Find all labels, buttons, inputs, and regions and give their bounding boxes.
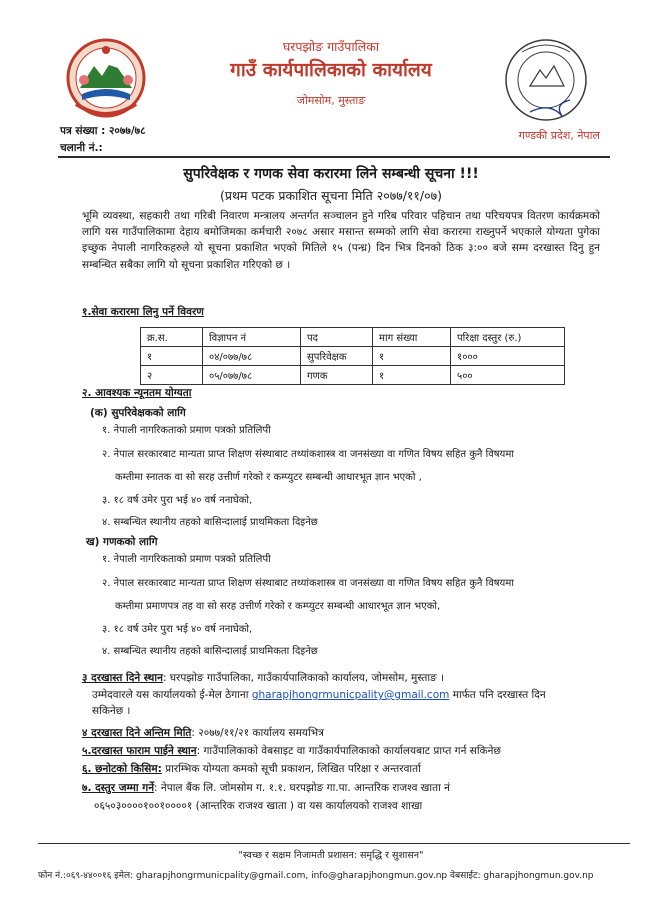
- header-divider: [58, 156, 610, 158]
- notice-title: सुपरिवेक्षक र गणक सेवा करारमा लिने सम्बन्धी सूचना !!!: [183, 166, 479, 182]
- list-item: ३. १८ वर्ष उमेर पुरा भई ४० वर्ष ननाघेको,: [102, 624, 253, 635]
- office-title: गाउँ कार्यपालिकाको कार्यालय: [230, 59, 432, 81]
- column-header: परिक्षा दस्तुर (रु.): [451, 328, 565, 347]
- office-location: जोमसोम, मुस्ताङ: [296, 94, 366, 107]
- table-header-row: [141, 328, 565, 347]
- table-cell: १: [373, 347, 451, 366]
- footer-divider: [38, 843, 630, 844]
- office-name: घरपझोङ गाउँपालिका: [282, 39, 380, 54]
- list-item: ४. सम्बन्धित स्थानीय तहको बासिन्दालाई प्राथमिकता दिइनेछ: [102, 646, 318, 657]
- section-5-line: [82, 744, 501, 758]
- table-cell: १: [141, 347, 203, 366]
- notice-subtitle: (प्रथम पटक प्रकाशित सूचना मिति २०७७/११/०७): [219, 188, 443, 203]
- section-3-line: [82, 671, 444, 685]
- footer-contact: फोन नं.:०६९-४४००१६ इमेल: gharapjhongrmunicpality@gmail.com, info@gharapjhongmun.gov.np वेबसाईट: gharapjhongmun.gov.np: [38, 871, 594, 881]
- column-header: विज्ञापन नं: [203, 328, 301, 347]
- list-item: ३. १८ वर्ष उमेर पुरा भई ४० वर्ष ननाघेको,: [102, 495, 253, 506]
- section-3-label: ३ दरखास्त दिने स्थान: [82, 672, 163, 684]
- section-6-label: ६. छनोटको किसिम:: [82, 763, 162, 775]
- column-header: पद: [301, 328, 373, 347]
- section-3-email-prefix: उम्मेदवारले यस कार्यालयको ई-मेल ठेगाना: [92, 689, 249, 701]
- list-item: कम्तीमा प्रमाणपत्र तह वा सो सरह उत्तीर्ण गरेको र कम्प्युटर सम्बन्धी आधारभूत ज्ञान भएको,: [115, 601, 441, 612]
- list-item: १. नेपाली नागरिकताको प्रमाण पत्रको प्रतिलिपी: [102, 554, 271, 565]
- section-7-value: : नेपाल बैंक लि. जोमसोम ग. १.१. घरपझोङ गा.पा. आन्तरिक राजश्व खाता नं: [154, 782, 450, 794]
- section-4-label: ४ दरखास्त दिने अन्तिम मिति: [82, 727, 192, 739]
- section-2-heading: २. आवश्यक न्यूनतम योग्यता: [82, 387, 192, 399]
- notice-paragraph: भूमि व्यवस्था, सहकारी तथा गरिबी निवारण मन्त्रालय अन्तर्गत सञ्चालन हुने गरिब परिवार पहिचान तथा परिचयपत्र वितरण कार्यक्रमको लागि यस गाउँपालिकामा देहाय बमोजिमका कर्मचारी २०७८ असार मसान्त सम्मको लागि सेवा करारमा राख्नुपर्ने भएकाले योग्यता पुगेका इच्छुक नेपाली नागरिकहरुले यो सूचना प्रकाशित भएको मितिले १५ (पन्ध्र) दिन भित्र दिनको ठिक ३:०० बजे सम्म दरखास्त दिनु हुन सम्बन्धित सबैका लागि यो सूचना प्रकाशित गरिएको छ ।: [82, 210, 600, 271]
- list-item: १. नेपाली नागरिकताको प्रमाण पत्रको प्रतिलिपी: [102, 425, 271, 436]
- section-3-email-line: [92, 688, 608, 702]
- section-4-line: [82, 726, 324, 740]
- enumerator-subheading: ख) गणकको लागि: [86, 536, 158, 548]
- posts-table: [140, 327, 565, 385]
- table-cell: ०५/०७७/७८: [203, 366, 301, 385]
- section-6-value: प्रारम्भिक योग्यता कमको सूची प्रकाशन, लिखित परिक्षा र अन्तरवार्ता: [161, 763, 421, 775]
- table-row: [141, 366, 565, 385]
- dispatch-number: चलानी नं.:: [60, 142, 103, 154]
- table-row: [141, 347, 565, 366]
- office-seal-icon: [500, 34, 592, 126]
- section-3-value: : घरपझोङ गाउँपालिका, गाउँकार्यपालिकाको कार्यालय, जोमसोम, मुस्ताङ ।: [162, 672, 445, 684]
- section-5-value: : गाउँपालिकाको वेबसाइट वा गाउँकार्यपालिकाको कार्यालयबाट प्राप्त गर्न सकिनेछ: [196, 745, 501, 757]
- section-7-label: ७. दस्तुर जम्मा गर्ने: [82, 782, 155, 794]
- list-item: २. नेपाल सरकारबाट मान्यता प्राप्त शिक्षण संस्थाबाट तथ्यांकशास्त्र वा जनसंख्या वा गणित विषय सहित कुनै विषयमा: [102, 449, 514, 460]
- province-label: गण्डकी प्रदेश, नेपाल: [518, 129, 600, 142]
- list-item: ४. सम्बन्धित स्थानीय तहको बासिन्दालाई प्राथमिकता दिइनेछ: [102, 517, 318, 528]
- section-5-label: ५.दरखास्त फाराम पाईने स्थान: [82, 745, 197, 757]
- section-6-line: [82, 762, 421, 776]
- reference-number: पत्र संख्या : २०७७/७८: [60, 125, 146, 137]
- column-header: माग संख्या: [373, 328, 451, 347]
- section-4-value: : २०७७/११/२१ कार्यालय समयभित्र: [191, 727, 324, 739]
- contact-email-link[interactable]: gharapjhongrmunicpality@gmail.com: [251, 689, 450, 701]
- section-7-line: [82, 781, 450, 795]
- table-cell: सुपरिवेक्षक: [301, 347, 373, 366]
- section-7-line-2: ०६५०३००००१००१००००१ (आन्तरिक राजश्व खाता ) वा यस कार्यालयको राजश्व शाखा: [94, 800, 423, 812]
- table-cell: ०४/०७७/७८: [203, 347, 301, 366]
- section-3-email-suffix: मार्फत पनि दरखास्त दिन: [452, 689, 546, 701]
- table-cell: २: [141, 366, 203, 385]
- section-3-line-3: सकिनेछ ।: [92, 705, 131, 717]
- section-1-heading: १.सेवा करारमा लिनु पर्ने विवरण: [82, 306, 204, 318]
- table-cell: ५००: [451, 366, 565, 385]
- table-cell: गणक: [301, 366, 373, 385]
- column-header: क्र.स.: [141, 328, 203, 347]
- table-cell: १०००: [451, 347, 565, 366]
- list-item: २. नेपाल सरकारबाट मान्यता प्राप्त शिक्षण संस्थाबाट तथ्यांकशास्त्र वा जनसंख्या वा गणित विषय सहित कुनै विषयमा: [102, 578, 514, 589]
- supervisor-subheading: (क) सुपरिवेक्षकको लागि: [90, 407, 186, 419]
- list-item: कम्तीमा स्नातक वा सो सरह उत्तीर्ण गरेको र कम्प्युटर सम्बन्धी आधारभूत ज्ञान भएको ,: [115, 472, 422, 483]
- table-cell: १: [373, 366, 451, 385]
- footer-motto: "स्वच्छ र सक्षम निजामती प्रशासन: समृद्धि र सुशासन": [238, 850, 424, 861]
